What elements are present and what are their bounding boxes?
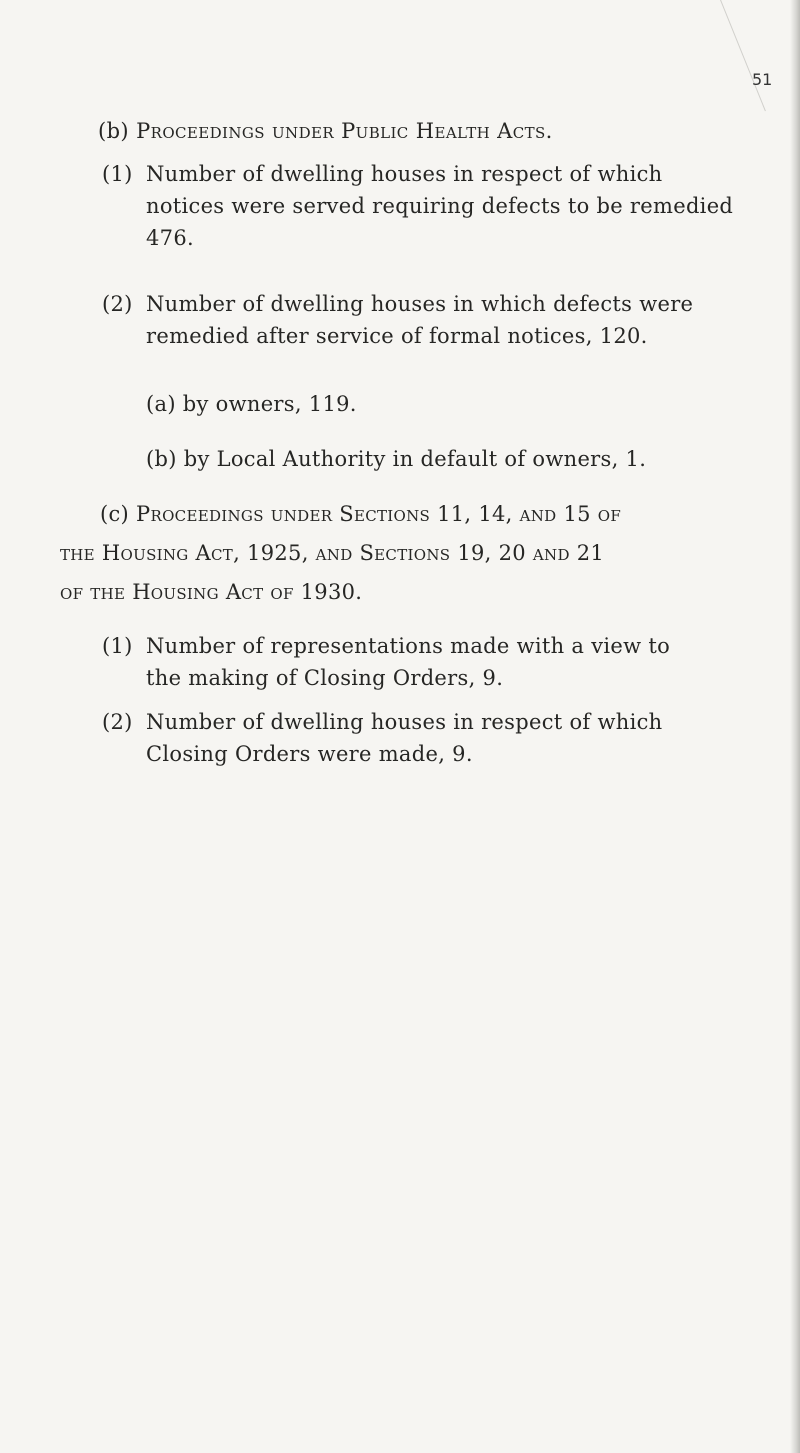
- item-number: (2): [102, 292, 133, 316]
- section-c-label: (c): [100, 502, 130, 526]
- item-text-line: Number of dwelling houses in which defects were: [146, 292, 694, 316]
- section-b-item-1: [102, 158, 762, 254]
- item-text-line: notices were served requiring defects to be remedied: [146, 194, 734, 218]
- item-number: (2): [102, 710, 133, 734]
- item-number: (1): [102, 634, 133, 658]
- section-b-heading: [98, 116, 553, 146]
- section-c-heading-line-1: [100, 498, 760, 530]
- section-b-sub-a: (a) by owners, 119.: [146, 392, 357, 416]
- section-c-title: Proceedings under Sections 11, 14, and 15 of: [136, 502, 622, 526]
- paper-crease: [720, 0, 766, 111]
- item-text-line: Number of dwelling houses in respect of which: [146, 710, 663, 734]
- page-edge-shadow: [790, 0, 800, 1453]
- item-text-line: remedied after service of formal notices, 120.: [146, 324, 648, 348]
- section-b-label: (b): [98, 119, 130, 143]
- item-text-line: 476.: [146, 226, 194, 250]
- item-text-line: Closing Orders were made, 9.: [146, 742, 473, 766]
- section-b-item-2: [102, 288, 762, 352]
- item-text-line: the making of Closing Orders, 9.: [146, 666, 504, 690]
- section-c-item-1: [102, 630, 762, 694]
- section-b-title: Proceedings under Public Health Acts.: [136, 119, 553, 143]
- section-b-sub-b: (b) by Local Authority in default of owners, 1.: [146, 447, 647, 471]
- page-number: 51: [752, 70, 773, 89]
- item-text-line: Number of representations made with a view to: [146, 634, 671, 658]
- section-c-heading-line-2: the Housing Act, 1925, and Sections 19, 20 and 21: [60, 541, 605, 565]
- section-c-heading-line-3: of the Housing Act of 1930.: [60, 580, 363, 604]
- item-number: (1): [102, 162, 133, 186]
- section-c-item-2: [102, 706, 762, 770]
- item-text-line: Number of dwelling houses in respect of which: [146, 162, 663, 186]
